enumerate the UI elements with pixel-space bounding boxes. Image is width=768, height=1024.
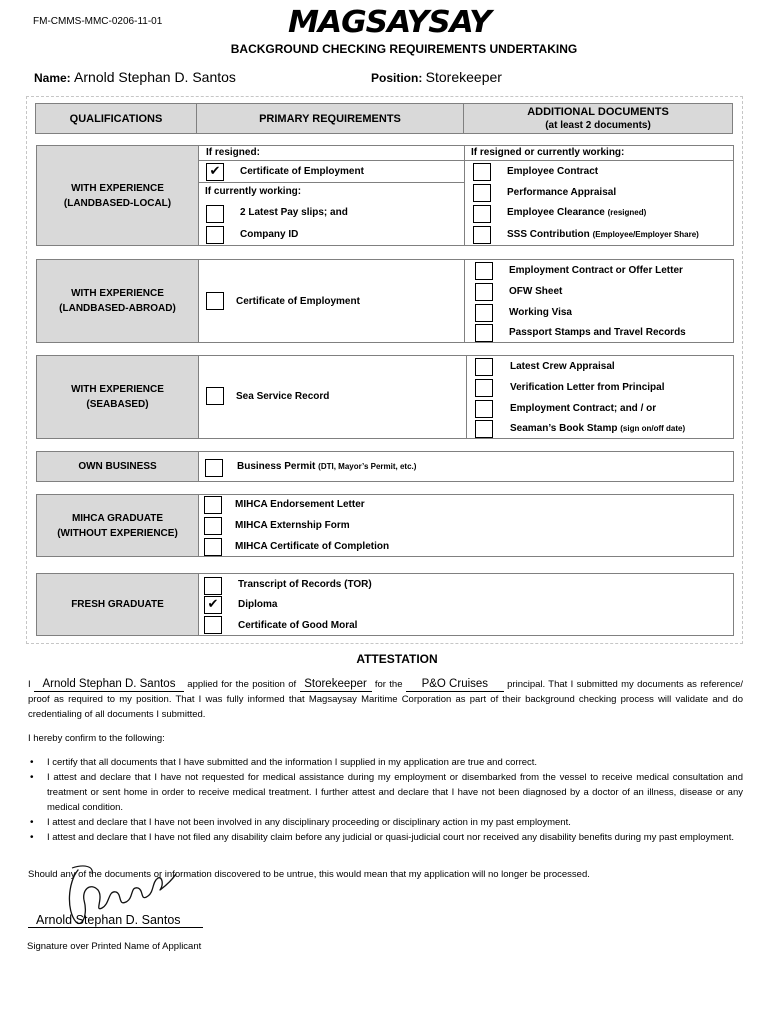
verification-letter-label: Verification Letter from Principal <box>510 382 665 393</box>
seamans-book-label <box>510 423 685 434</box>
row-divider <box>199 182 464 183</box>
mihca-endorsement-label: MIHCA Endorsement Letter <box>235 499 365 510</box>
header-additional-note: (at least 2 documents) <box>545 119 651 131</box>
attest-i: I <box>28 679 31 690</box>
form-title: BACKGROUND CHECKING REQUIREMENTS UNDERTAKING <box>230 42 578 56</box>
qual-abroad-line2: (LANDBASED-ABROAD) <box>59 303 176 314</box>
mihca-completion-label: MIHCA Certificate of Completion <box>235 541 390 552</box>
row-divider <box>199 160 734 161</box>
employee-clearance-text: Employee Clearance <box>507 207 605 218</box>
payslips-checkbox[interactable] <box>206 205 224 223</box>
attest-position-fill: Storekeeper <box>300 678 372 692</box>
section-mihca-graduate <box>36 494 734 557</box>
employee-contract-checkbox[interactable] <box>473 163 491 181</box>
company-logo: MAGSAYSAY <box>288 5 491 40</box>
attest-text-c: principal. That I submitted my documents as reference/ proof as required to my position. That I was fully informed that Magsaysay Maritime Corporation as part of their background checking process will validate and do credentialing of all documents I submitted. <box>28 679 744 720</box>
sss-contribution-label <box>507 229 699 240</box>
tor-checkbox[interactable] <box>204 577 222 595</box>
employee-clearance-checkbox[interactable] <box>473 205 491 223</box>
seamans-book-text: Seaman’s Book Stamp <box>510 423 618 434</box>
business-permit-note: (DTI, Mayor’s Permit, etc.) <box>318 462 417 471</box>
verification-letter-checkbox[interactable] <box>475 379 493 397</box>
header-primary <box>196 103 464 134</box>
qual-abroad-line1: WITH EXPERIENCE <box>71 288 164 299</box>
coe-local-checkbox[interactable]: ✔ <box>206 163 224 181</box>
sss-contribution-text: SSS Contribution <box>507 229 590 240</box>
working-visa-checkbox[interactable] <box>475 304 493 322</box>
attestation-title: ATTESTATION <box>356 652 438 666</box>
ofw-sheet-label: OFW Sheet <box>509 286 563 297</box>
position-field <box>371 69 502 85</box>
header-qualifications <box>35 103 197 134</box>
if-working-label: If currently working: <box>205 186 302 197</box>
mihca-endorsement-checkbox[interactable] <box>204 496 222 514</box>
business-permit-text: Business Permit <box>237 461 316 472</box>
attestation-paragraph <box>28 677 743 722</box>
qual-local-line1: WITH EXPERIENCE <box>71 182 164 194</box>
sea-service-label: Sea Service Record <box>236 391 330 402</box>
declarations-list <box>28 755 743 845</box>
section-seabased <box>36 355 734 439</box>
qual-mihca <box>37 495 199 556</box>
column-divider <box>464 260 465 342</box>
working-visa-label: Working Visa <box>509 307 572 318</box>
declaration-item: • I attest and declare that I have not requested for medical assistance during my employment or disembarked from the vessel to receive medical consultation and treatment or sent home in order to receive medical treatment. I further attest and declare that I have not been diagnosed by a doctor of an illness, disease or any medical condition. <box>28 770 743 815</box>
qual-seabased <box>37 356 199 438</box>
column-divider <box>466 356 467 438</box>
section-fresh-graduate <box>36 573 734 636</box>
payslips-label: 2 Latest Pay slips; and <box>240 207 348 218</box>
header-additional-label: ADDITIONAL DOCUMENTS <box>527 105 669 118</box>
applicant-name: Arnold Stephan D. Santos <box>74 69 236 85</box>
position-label: Position: <box>371 71 423 85</box>
crew-appraisal-checkbox[interactable] <box>475 358 493 376</box>
attest-name-fill: Arnold Stephan D. Santos <box>34 678 184 692</box>
business-permit-checkbox[interactable] <box>205 459 223 477</box>
mihca-externship-label: MIHCA Externship Form <box>235 520 350 531</box>
qual-landbased-abroad <box>37 260 199 342</box>
signature-printed-name: Arnold Stephan D. Santos <box>28 913 203 928</box>
mihca-completion-checkbox[interactable] <box>204 538 222 556</box>
crew-appraisal-label: Latest Crew Appraisal <box>510 361 615 372</box>
good-moral-checkbox[interactable] <box>204 616 222 634</box>
diploma-label: Diploma <box>238 599 278 610</box>
employment-offer-label: Employment Contract or Offer Letter <box>509 265 683 276</box>
employee-contract-label: Employee Contract <box>507 166 599 177</box>
passport-stamps-checkbox[interactable] <box>475 324 493 342</box>
mihca-externship-checkbox[interactable] <box>204 517 222 535</box>
applicant-position: Storekeeper <box>425 69 502 85</box>
employment-offer-checkbox[interactable] <box>475 262 493 280</box>
employment-contract-label: Employment Contract; and / or <box>510 403 657 414</box>
declaration-item: • I attest and declare that I have not filed any disability claim before any judicial or quasi-judicial court nor received any disability benefits during my past employment. <box>28 830 743 845</box>
section-own-business <box>36 451 734 482</box>
business-permit-label <box>237 461 416 472</box>
qual-local-line2: (LANDBASED-LOCAL) <box>63 197 172 209</box>
employment-contract-checkbox[interactable] <box>475 400 493 418</box>
if-resigned-label: If resigned: <box>206 147 260 158</box>
qual-mihca-line2: (WITHOUT EXPERIENCE) <box>57 527 178 539</box>
tor-label: Transcript of Records (TOR) <box>238 579 372 590</box>
signature-caption: Signature over Printed Name of Applicant <box>27 941 202 952</box>
form-code: FM-CMMS-MMC-0206-11-01 <box>33 16 163 27</box>
header-qualifications-label: QUALIFICATIONS <box>69 112 163 125</box>
qual-fresh-graduate <box>37 574 199 635</box>
employee-clearance-label <box>507 207 646 218</box>
closing-statement: Should any of the documents or information discovered to be untrue, this would mean that my application will no longer be processed. <box>28 869 590 880</box>
qual-seabased-line1: WITH EXPERIENCE <box>71 384 164 395</box>
ofw-sheet-checkbox[interactable] <box>475 283 493 301</box>
attest-text-a: applied for the position of <box>187 679 297 690</box>
performance-appraisal-label: Performance Appraisal <box>507 187 617 198</box>
qual-landbased-local <box>37 146 199 245</box>
qual-own-business <box>37 452 199 481</box>
name-label: Name: <box>34 71 71 85</box>
header-primary-label: PRIMARY REQUIREMENTS <box>259 112 401 125</box>
coe-abroad-checkbox[interactable] <box>206 292 224 310</box>
qual-mihca-line1: MIHCA GRADUATE <box>71 512 164 524</box>
sss-contribution-note: (Employee/Employer Share) <box>592 230 699 239</box>
good-moral-label: Certificate of Good Moral <box>238 620 358 631</box>
qual-business-label: OWN BUSINESS <box>78 461 157 472</box>
confirm-line: I hereby confirm to the following: <box>28 733 165 744</box>
employee-clearance-note: (resigned) <box>607 208 647 217</box>
declaration-item: • I attest and declare that I have not been involved in any disciplinary proceeding or disciplinary action in my past employment. <box>28 815 743 830</box>
declaration-item: • I certify that all documents that I have submitted and the information I supplied in my application are true and correct. <box>28 755 743 770</box>
company-id-checkbox[interactable] <box>206 226 224 244</box>
section-landbased-abroad <box>36 259 734 343</box>
passport-stamps-label: Passport Stamps and Travel Records <box>509 327 686 338</box>
sea-service-checkbox[interactable] <box>206 387 224 405</box>
section-landbased-local <box>36 145 734 246</box>
name-field <box>34 69 236 85</box>
attest-text-b: for the <box>374 679 403 690</box>
additional-header-label: If resigned or currently working: <box>471 147 625 158</box>
qual-fresh-label: FRESH GRADUATE <box>71 599 164 610</box>
seamans-book-checkbox[interactable] <box>475 420 493 438</box>
coe-abroad-label: Certificate of Employment <box>236 296 360 307</box>
diploma-checkbox[interactable]: ✔ <box>204 596 222 614</box>
header-additional <box>463 103 733 134</box>
qual-seabased-line2: (SEABASED) <box>86 399 149 410</box>
sss-contribution-checkbox[interactable] <box>473 226 491 244</box>
company-id-label: Company ID <box>240 229 299 240</box>
performance-appraisal-checkbox[interactable] <box>473 184 491 202</box>
seamans-book-note: (sign on/off date) <box>620 424 686 433</box>
attest-principal-fill: P&O Cruises <box>406 678 504 692</box>
coe-local-label: Certificate of Employment <box>240 166 364 177</box>
